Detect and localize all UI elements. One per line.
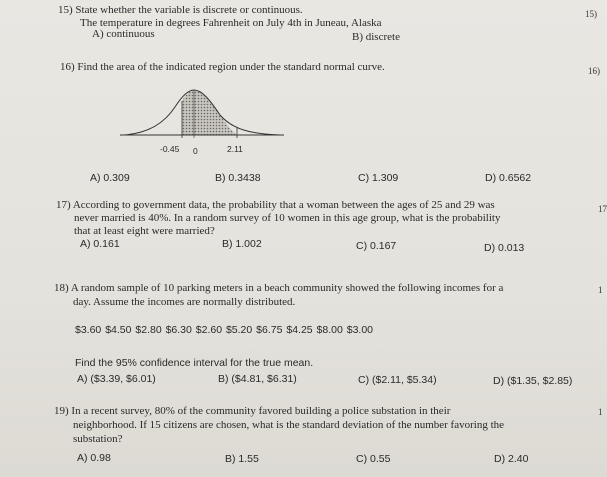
- q19-choice-c: C) 0.55: [356, 453, 391, 465]
- q16-choice-a: A) 0.309: [90, 172, 130, 184]
- q15-choice-a: A) continuous: [92, 28, 155, 40]
- q16-choice-d: D) 0.6562: [485, 172, 532, 184]
- q18-margin-label: 1: [598, 285, 603, 295]
- q16-stem: [60, 61, 385, 74]
- q15-margin-label: 15): [585, 9, 597, 19]
- q16-choice-c: C) 1.309: [358, 172, 399, 184]
- q15-number: 15): [58, 4, 73, 16]
- q18-line2: day. Assume the incomes are normally distributed.: [73, 296, 296, 308]
- q18-choice-a: A) ($3.39, $6.01): [77, 373, 156, 385]
- q15-text-line2: The temperature in degrees Fahrenheit on July 4th in Juneau, Alaska: [80, 17, 382, 29]
- q17-choice-a: A) 0.161: [80, 238, 120, 250]
- q17-margin-label: 17: [598, 204, 607, 214]
- q16-text: Find the area of the indicated region under the standard normal curve.: [77, 61, 385, 73]
- q17-line2: never married is 40%. In a random survey of 10 women in this age group, what is the probability: [74, 212, 501, 224]
- normal-curve-figure: [110, 82, 290, 162]
- q18-incomes: $3.60 $4.50 $2.80 $6.30 $2.60 $5.20 $6.75 $4.25 $8.00 $3.00: [75, 324, 374, 336]
- q19-choice-a: A) 0.98: [77, 452, 111, 464]
- q16-number: 16): [60, 61, 75, 73]
- q19-choice-b: B) 1.55: [225, 453, 259, 465]
- q18-number: 18): [54, 282, 69, 294]
- q19-stem: [54, 405, 450, 418]
- q17-choice-b: B) 1.002: [222, 238, 262, 250]
- q18-choice-d: D) ($1.35, $2.85): [493, 375, 573, 387]
- tick-left-label: -0.45: [160, 144, 180, 154]
- q18-choice-b: B) ($4.81, $6.31): [218, 373, 297, 385]
- q19-line1: In a recent survey, 80% of the community favored building a police substation in their: [71, 405, 451, 417]
- q17-line3: that at least eight were married?: [74, 225, 215, 237]
- q15-text-line1: State whether the variable is discrete or continuous.: [75, 4, 303, 16]
- q19-margin-label: 1: [598, 407, 603, 417]
- tick-zero-label: 0: [193, 146, 198, 156]
- q15-choice-b: B) discrete: [352, 31, 400, 43]
- q19-line3: substation?: [73, 433, 123, 445]
- q16-margin-label: 16): [588, 66, 600, 76]
- q17-choice-c: C) 0.167: [356, 240, 397, 252]
- q17-line1: According to government data, the probability that a woman between the ages of 25 and 29 was: [72, 199, 495, 211]
- tick-right-label: 2.11: [227, 144, 243, 154]
- shaded-region: [182, 90, 237, 135]
- q19-line2: neighborhood. If 15 citizens are chosen, what is the standard deviation of the number favoring the: [73, 419, 505, 431]
- q17-number: 17): [56, 199, 71, 211]
- q19-number: 19): [54, 405, 69, 417]
- normal-curve-svg: [110, 82, 290, 162]
- q17-choice-d: D) 0.013: [484, 242, 525, 254]
- q18-line1: A random sample of 10 parking meters in a beach community showed the following incomes for a: [70, 282, 504, 294]
- q18-stem: [54, 282, 503, 295]
- q18-prompt: Find the 95% confidence interval for the true mean.: [75, 357, 314, 369]
- q18-choice-c: C) ($2.11, $5.34): [358, 374, 437, 386]
- q16-choice-b: B) 0.3438: [215, 172, 261, 184]
- q15-stem: [58, 4, 303, 17]
- q17-stem: [56, 199, 495, 212]
- q19-choice-d: D) 2.40: [494, 453, 529, 465]
